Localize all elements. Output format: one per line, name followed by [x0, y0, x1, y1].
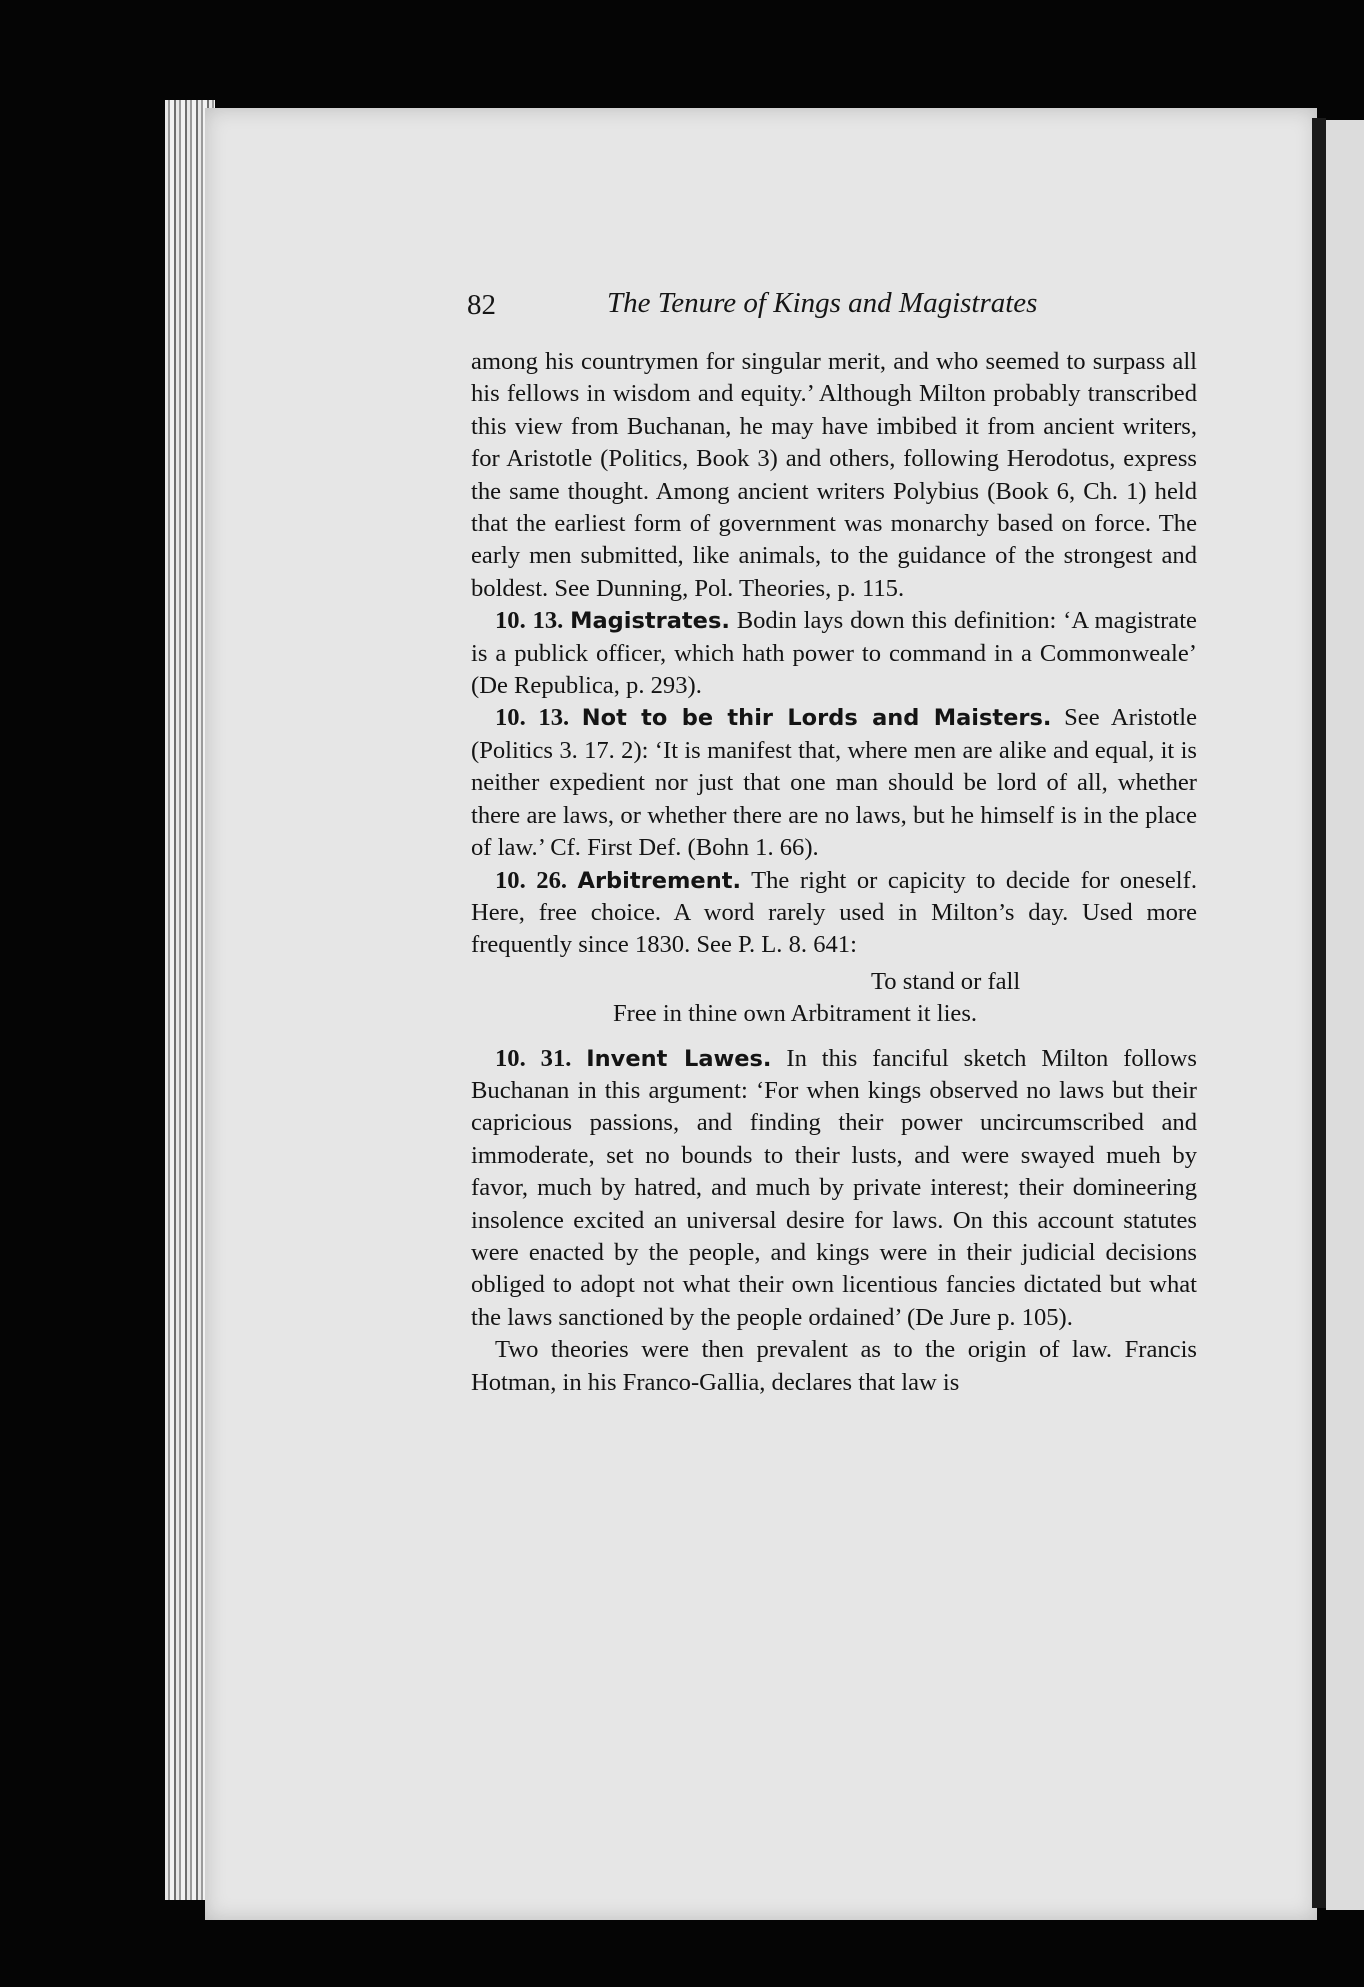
page-number: 82	[467, 289, 496, 321]
note-invent-lawes	[471, 1043, 1197, 1335]
note-lords-maisters	[471, 702, 1197, 864]
note-reference: 10. 31.	[495, 1044, 572, 1072]
page-text	[471, 346, 1197, 1399]
scan-artifact	[740, 1925, 750, 1955]
note-text: The right or capicity to decide for oneself. Here, free choice. A word rarely used in Milton’s day. Used more frequently since 1830. See P. L. 8. 641:	[471, 866, 1197, 959]
verse-line: Free in thine own Arbitrament it lies.	[613, 1000, 978, 1028]
note-lemma: Invent Lawes.	[586, 1045, 772, 1072]
page-gutter	[1312, 118, 1326, 1908]
running-title: The Tenure of Kings and Magistrates	[607, 287, 1038, 319]
running-head	[467, 283, 1065, 327]
facing-page-edge	[1326, 120, 1364, 1910]
note-reference: 10. 13.	[495, 704, 570, 732]
note-text: Bodin lays down this definition: ‘A magistrate is a publick officer, which hath power to command in a Commonweale’ (De Republica, p. 293).	[471, 607, 1197, 700]
note-magistrates	[471, 605, 1197, 702]
note-reference: 10. 26.	[495, 866, 568, 894]
paragraph-continuation: among his countrymen for singular merit, and who seemed to surpass all his fellows in wisdom and equity.’ Although Milton probably transcribed this view from Buchanan, he may have imbibed it from ancient writers, for Aristotle (Politics, Book 3) and others, following Herodotus, express the same thought. Among ancient writers Polybius (Book 6, Ch. 1) held that the earliest form of government was monarchy based on force. The early men submitted, like animals, to the guidance of the strongest and boldest. See Dunning, Pol. Theories, p. 115.	[471, 348, 1197, 602]
note-arbitrement	[471, 865, 1197, 962]
note-lemma: Arbitrement.	[577, 867, 742, 894]
note-text: See Aristotle (Politics 3. 17. 2): ‘It is manifest that, where men are alike and equal, it is neither expedient nor just that one man should be lord of all, whether there are laws, or whether there are no laws, but he himself is in the place of law.’ Cf. First Def. (Bohn 1. 66).	[471, 704, 1197, 862]
note-text: In this fanciful sketch Milton follows Buchanan in this argument: ‘For when kings observed no laws but their capricious passions, and finding their power uncircumscribed and immoderate, set no bounds to their lusts, and were swayed mueh by favor, much by hatred, and much by private interest; their domineering insolence excited an universal desire for laws. On this account statutes were enacted by the people, and kings were in their judicial decisions obliged to adopt not what their own licentious fancies dictated but what the laws sanctioned by the people ordained’ (De Jure p. 105).	[471, 1044, 1197, 1331]
paragraph-final: Two theories were then prevalent as to the origin of law. Francis Hotman, in his Franco-Gallia, declares that law is	[471, 1336, 1197, 1396]
note-reference: 10. 13.	[495, 607, 564, 635]
verse-quotation	[471, 966, 1197, 1031]
note-lemma: Not to be thir Lords and Maisters.	[581, 705, 1052, 732]
verse-line: To stand or fall	[871, 967, 1021, 995]
note-lemma: Magistrates.	[570, 608, 730, 635]
